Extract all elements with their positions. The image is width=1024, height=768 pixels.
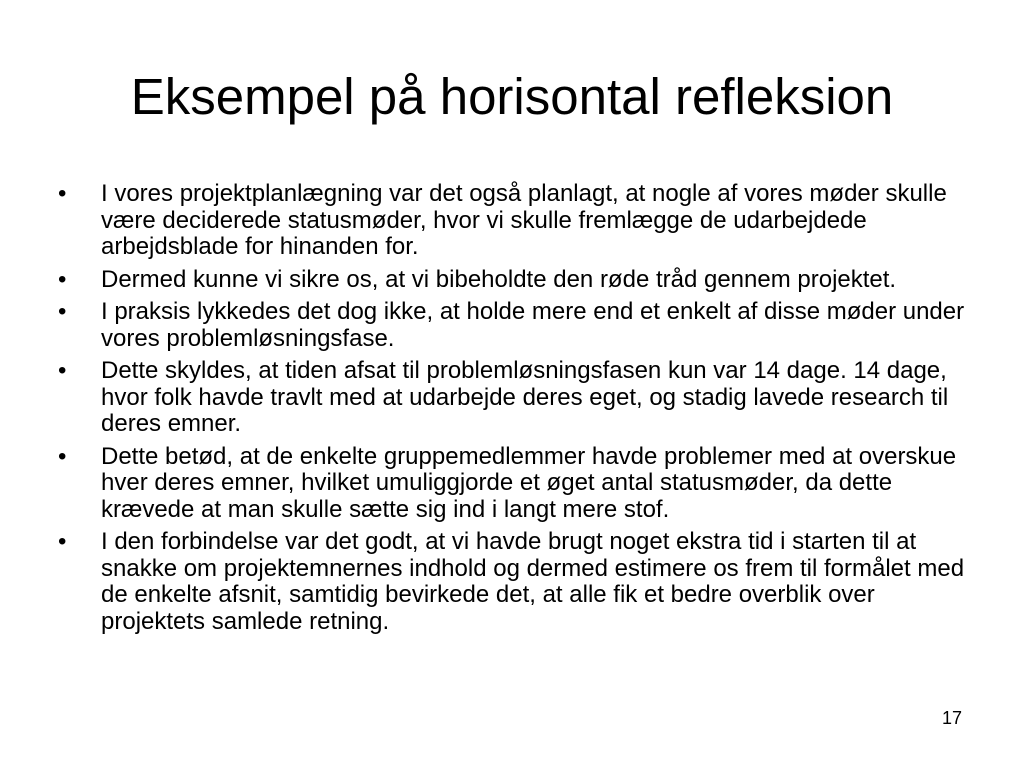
bullet-item <box>58 181 968 261</box>
bullet-item <box>58 267 968 294</box>
slide-title: Eksempel på horisontal refleksion <box>130 68 894 125</box>
bullet-text: Dette skyldes, at tiden afsat til problemløsningsfasen kun var 14 dage. 14 dage, hvor folk havde travlt med at udarbejde deres eget, og stadig lavede research til deres emner. <box>101 357 949 437</box>
bullet-item <box>58 299 968 352</box>
bullet-item <box>58 358 968 438</box>
bullet-marker: • <box>58 180 67 207</box>
bullet-list <box>58 181 968 641</box>
bullet-marker: • <box>58 265 67 293</box>
bullet-text: Dermed kunne vi sikre os, at vi bibeholdte den røde tråd gennem projektet. <box>101 265 897 293</box>
bullet-marker: • <box>58 528 67 555</box>
bullet-marker: • <box>58 298 67 325</box>
bullet-text: Dette betød, at de enkelte gruppemedlemmer havde problemer med at overskue hver deres emner, hvilket umuliggjorde et øget antal statusmøder, da dette krævede at man skulle sætte sig ind i langt mere stof. <box>101 442 957 523</box>
bullet-text: I vores projektplanlægning var det også planlagt, at nogle af vores møder skulle være deciderede statusmøder, hvor vi skulle fremlægge de udarbejdede arbejdsblade for hinanden for. <box>101 180 947 260</box>
bullet-marker: • <box>58 442 67 470</box>
bullet-marker: • <box>58 357 67 384</box>
bullet-item <box>58 444 968 524</box>
bullet-text: I praksis lykkedes det dog ikke, at holde mere end et enkelt af disse møder under vores problemløsningsfase. <box>101 298 965 352</box>
page-number: 17 <box>941 708 962 728</box>
bullet-item <box>58 529 968 635</box>
bullet-text: I den forbindelse var det godt, at vi havde brugt noget ekstra tid i starten til at snakke om projektemnernes indhold og dermed estimere os frem til formålet med de enkelte afsnit, samtidig bevirkede det, at alle fik et bedre overblik over projektets samlede retning. <box>101 528 965 635</box>
